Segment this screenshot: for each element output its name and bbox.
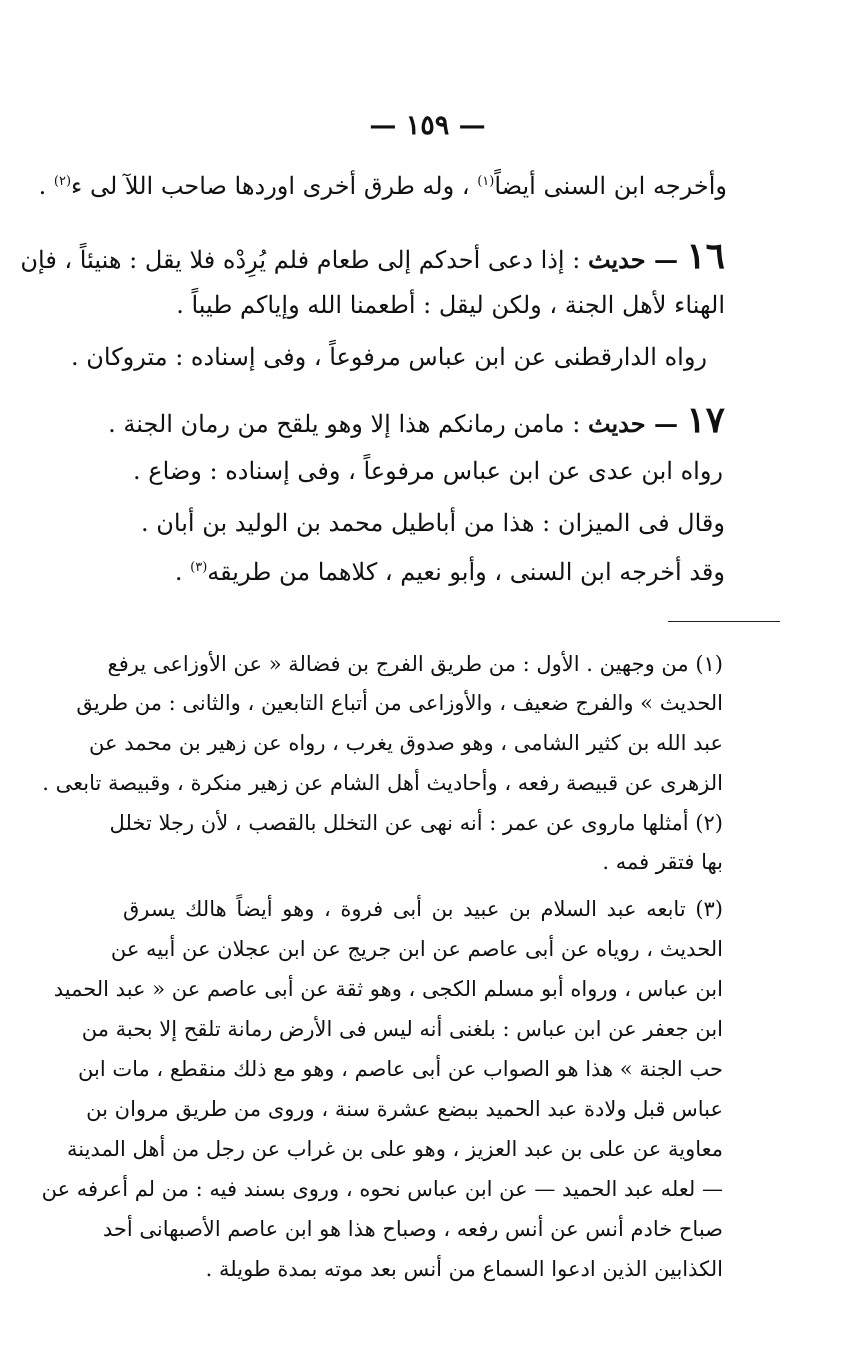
text-line [175, 560, 725, 584]
text-line [39, 174, 727, 198]
footnote-line: حب الجنة » هذا هو الصواب عن أبى عاصم ، وهو مع ذلك منقطع ، مات ابن [77, 1057, 723, 1081]
text-span: وقد أخرجه ابن السنى ، وأبو نعيم ، كلاهما من طريقه [207, 558, 725, 586]
text-span: ، وله طرق أخرى اوردها صاحب اللآ لى ء [71, 172, 478, 200]
footnote-ref[interactable]: (٣) [190, 560, 208, 575]
footnote-line: (١) من وجهين . الأول : من طريق الفرج بن فضالة « عن الأوزاعى يرفع [107, 652, 723, 676]
footnote-line: الزهرى عن قبيصة رفعه ، وأحاديث أهل الشام عن زهير منكرة ، وقبيصة تابعى . [42, 771, 723, 795]
footnote-line: الكذابين الذين ادعوا السماع من أنس بعد موته بمدة طويلة . [205, 1257, 723, 1281]
text-line: رواه ابن عدى عن ابن عباس مرفوعاً ، وفى إسناده : وضاع . [133, 457, 723, 485]
text-line: رواه الدارقطنى عن ابن عباس مرفوعاً ، وفى إسناده : متروكان . [71, 343, 707, 371]
footnote-line: صباح خادم أنس عن أنس رفعه ، وصباح هذا هو ابن عاصم الأصبهانى أحد [102, 1217, 723, 1241]
footnote-line: عباس قبل ولادة عبد الحميد ببضع عشرة سنة ، وروى من طريق مروان بن [86, 1097, 723, 1121]
hadith-text: : إذا دعى أحدكم إلى طعام فلم يُرِدْه فلا يقل : هنيئاً ، فإن [20, 246, 588, 274]
footnote-line: ابن جعفر عن ابن عباس : بلغنى أنه ليس فى الأرض رمانة تلقح إلا بحبة من [81, 1017, 723, 1041]
hadith-label: — حديث [587, 409, 687, 438]
hadith-17-heading [108, 399, 725, 441]
footnote-ref[interactable]: (٢) [53, 174, 72, 189]
text-line: الهناء لأهل الجنة ، ولكن ليقل : أطعمنا الله وإياكم طيباً . [176, 291, 725, 319]
hadith-number: ١٦ [686, 235, 725, 277]
footnote-line: — لعله عبد الحميد — عن ابن عباس نحوه ، وروى بسند فيه : من لم أعرفه عن [41, 1177, 723, 1201]
hadith-label: — حديث [587, 245, 687, 274]
hadith-number: ١٧ [686, 399, 725, 441]
text-span: . [174, 558, 191, 586]
footnote-separator [668, 621, 780, 622]
footnote-line: ابن عباس ، ورواه أبو مسلم الكجى ، وهو ثقة عن أبى عاصم عن « عبد الحميد [53, 977, 723, 1001]
text-line: وقال فى الميزان : هذا من أباطيل محمد بن الوليد بن أبان . [141, 509, 725, 537]
hadith-16-heading [20, 235, 725, 277]
hadith-text: : مامن رمانكم هذا إلا وهو يلقح من رمان الجنة . [108, 410, 588, 438]
page-number: — ١٥٩ — [369, 110, 486, 141]
footnote-line: عبد الله بن كثير الشامى ، وهو صدوق يغرب ، رواه عن زهير بن محمد عن [89, 731, 723, 755]
footnote-line: (٢) أمثلها ماروى عن عمر : أنه نهى عن التخلل بالقصب ، لأن رجلا تخلل [109, 811, 723, 835]
text-span: وأخرجه ابن السنى أيضاً [494, 172, 727, 200]
footnote-line: معاوية عن على بن عبد العزيز ، وهو على بن غراب عن رجل من أهل المدينة [66, 1137, 723, 1161]
text-span: . [38, 172, 54, 200]
footnote-line: الحديث » والفرج ضعيف ، والأوزاعى من أتباع التابعين ، والثانى : من طريق [76, 691, 723, 715]
footnote-line: (٣) تابعه عبد السلام بن عبيد بن أبى فروة ، وهو أيضاً هالك يسرق [123, 897, 723, 921]
footnote-line: الحديث ، روياه عن أبى عاصم عن ابن جريج عن ابن عجلان عن أبيه عن [110, 937, 723, 961]
footnote-line: بها فتقر فمه . [602, 850, 723, 874]
footnote-ref[interactable]: (١) [477, 174, 495, 189]
